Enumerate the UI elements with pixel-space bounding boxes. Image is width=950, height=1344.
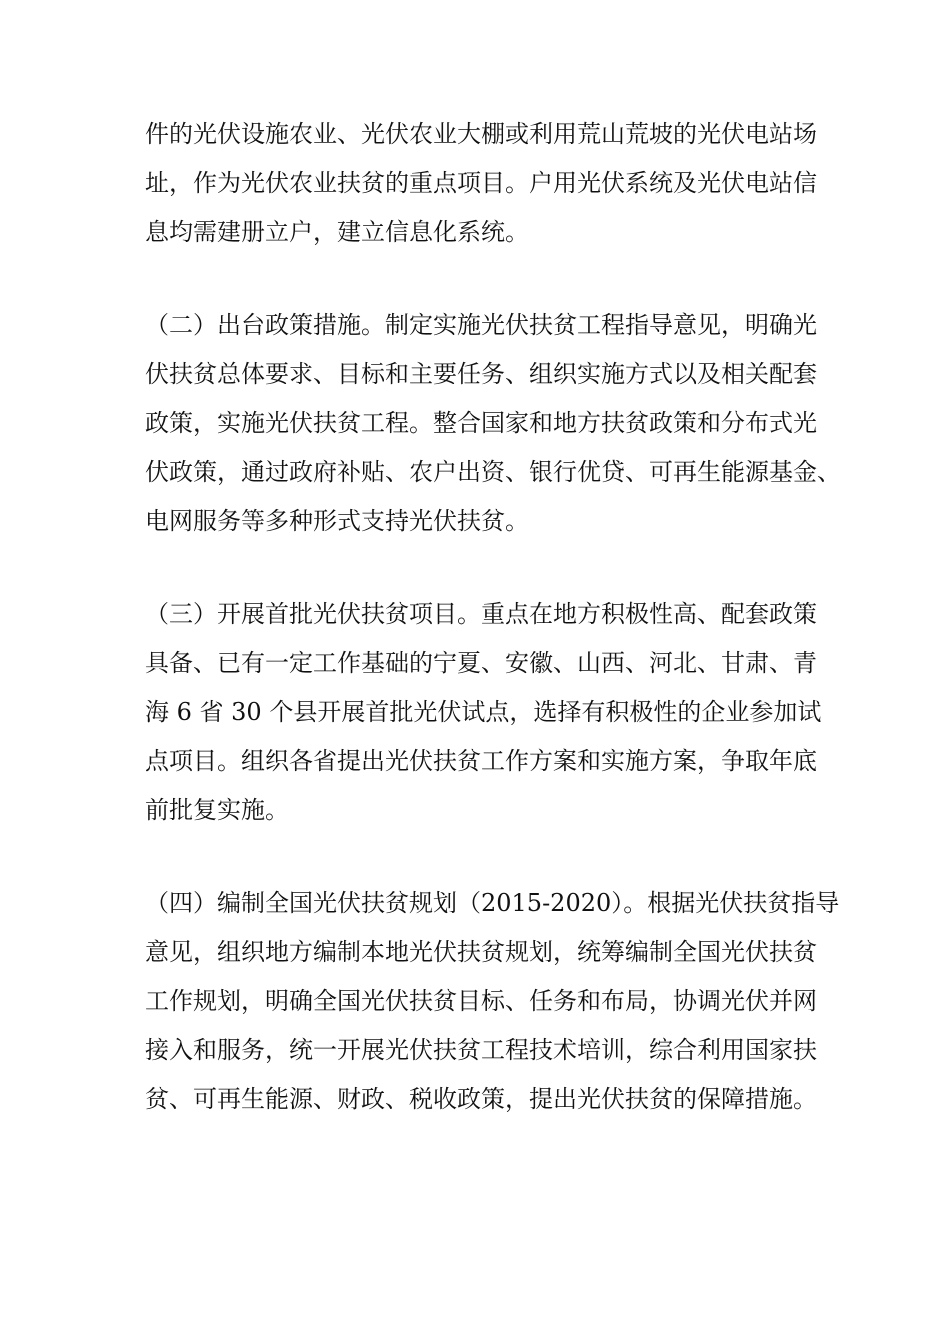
text-line: 前批复实施。: [145, 796, 289, 824]
text-line: 址，作为光伏农业扶贫的重点项目。户用光伏系统及光伏电站信: [145, 169, 817, 197]
text-line: 件的光伏设施农业、光伏农业大棚或利用荒山荒坡的光伏电站场: [145, 120, 817, 148]
text-line: 伏政策，通过政府补贴、农户出资、银行优贷、可再生能源基金、: [145, 458, 841, 486]
text-line: （二）出台政策措施。制定实施光伏扶贫工程指导意见，明确光: [145, 311, 817, 339]
paragraph-national-plan: [145, 879, 840, 1124]
document-body: [145, 110, 841, 1168]
text-line: 点项目。组织各省提出光伏扶贫工作方案和实施方案，争取年底: [145, 747, 817, 775]
text-line: 海 6 省 30 个县开展首批光伏试点，选择有积极性的企业参加试: [145, 698, 822, 726]
text-line: 具备、已有一定工作基础的宁夏、安徽、山西、河北、甘肃、青: [145, 649, 817, 677]
text-line: 意见，组织地方编制本地光伏扶贫规划，统筹编制全国光伏扶贫: [145, 938, 817, 966]
text-line: 接入和服务，统一开展光伏扶贫工程技术培训，综合利用国家扶: [145, 1036, 817, 1064]
text-line: 伏扶贫总体要求、目标和主要任务、组织实施方式以及相关配套: [145, 360, 817, 388]
text-line: 工作规划，明确全国光伏扶贫目标、任务和布局，协调光伏并网: [145, 987, 817, 1015]
paragraph-policy-measures: [145, 301, 841, 546]
text-line: 政策，实施光伏扶贫工程。整合国家和地方扶贫政策和分布式光: [145, 409, 817, 437]
text-line: 贫、可再生能源、财政、税收政策，提出光伏扶贫的保障措施。: [145, 1085, 817, 1113]
text-line: 电网服务等多种形式支持光伏扶贫。: [145, 507, 529, 535]
paragraph-first-batch-projects: [145, 590, 822, 835]
text-line: 息均需建册立户，建立信息化系统。: [145, 218, 529, 246]
text-line: （三）开展首批光伏扶贫项目。重点在地方积极性高、配套政策: [145, 600, 817, 628]
paragraph-photovoltaic-projects: [145, 110, 817, 257]
text-line: （四）编制全国光伏扶贫规划（2015-2020）。根据光伏扶贫指导: [145, 889, 840, 917]
